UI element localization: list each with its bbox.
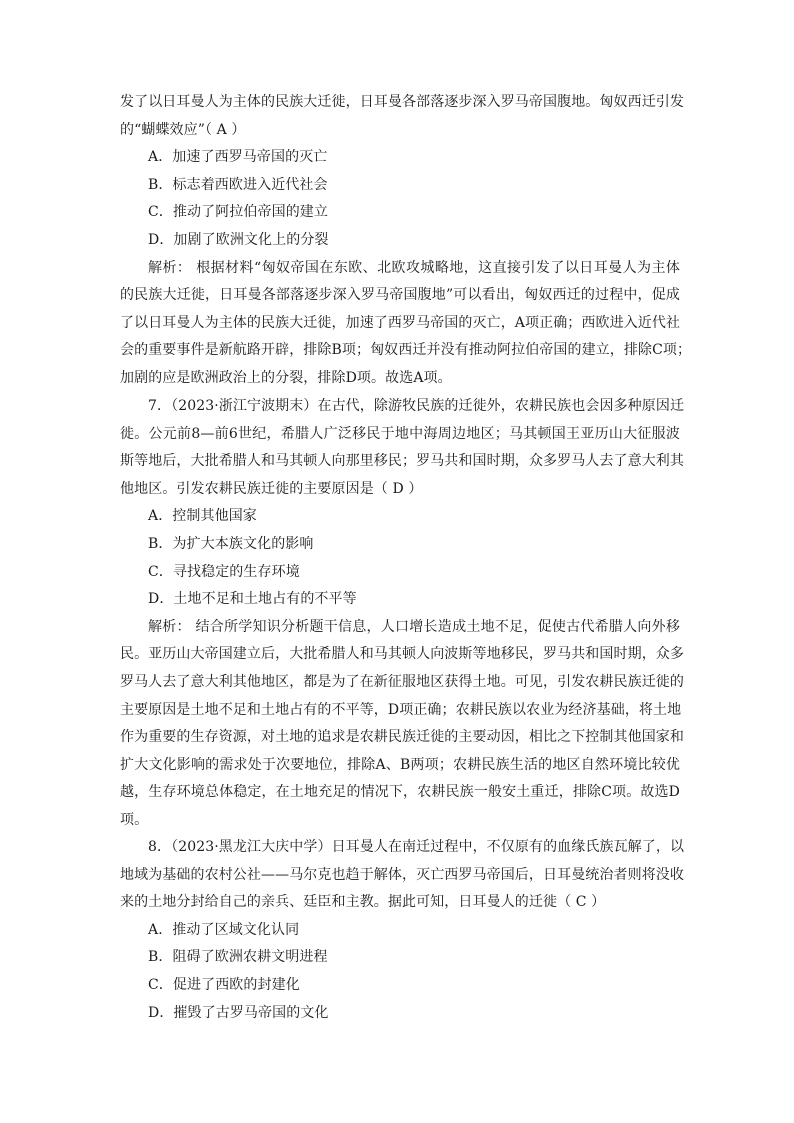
q8-option-d: D．摧毁了古罗马帝国的文化 (148, 1004, 329, 1021)
q7-stem-line: 徙。公元前8—前6世纪，希腊人广泛移民于地中海周边地区；马其顿国王亚历山大征服波 (120, 425, 680, 442)
q7-analysis-line: 越，生存环境总体稳定，在土地充足的情况下，农耕民族一般安土重迁，排除C项。故选D (120, 784, 680, 801)
q6-analysis-line: 加剧的应是欧洲政治上的分裂，排除D项。故选A项。 (120, 369, 452, 386)
q7-analysis-line: 民。亚历山大帝国建立后，大批希腊人和马其顿人向波斯等地移民，罗马共和国时期，众多 (120, 646, 684, 663)
q7-analysis-line: 项。 (120, 811, 149, 828)
q7-stem-line: 他地区。引发农耕民族迁徙的主要原因是（ D ） (120, 480, 423, 497)
q7-option-a: A．控制其他国家 (148, 508, 257, 525)
q6-option-c: C．推动了阿拉伯帝国的建立 (148, 204, 329, 221)
q8-stem-line: 来的土地分封给自己的亲兵、廷臣和主教。据此可知，日耳曼人的迁徙（ C ） (120, 894, 606, 911)
q7-stem-line: 7．（2023·浙江宁波期末）在古代，除游牧民族的迁徙外，农耕民族也会因多种原因迁 (148, 398, 685, 414)
q6-option-b: B．标志着西欧进入近代社会 (148, 176, 328, 193)
q6-option-a: A．加速了西罗马帝国的灭亡 (148, 149, 328, 166)
q6-analysis-line: 的民族大迁徙，日耳曼各部落逐步深入罗马帝国腹地”可以看出，匈奴西迁的过程中，促成 (120, 287, 680, 304)
q7-analysis-line: 主要原因是土地不足和土地占有的不平等，D项正确；农耕民族以农业为经济基础，将土地 (120, 701, 682, 718)
q6-stem-line: 发了以日耳曼人为主体的民族大迁徙，日耳曼各部落逐步深入罗马帝国腹地。匈奴西迁引发 (120, 94, 684, 110)
question-8 (120, 834, 685, 1027)
q7-analysis-line: 罗马人去了意大利其他地区，都是为了在新征服地区获得土地。可见，引发农耕民族迁徙的 (120, 673, 684, 690)
q8-option-a: A．推动了区域文化认同 (148, 921, 300, 938)
q7-option-d: D．土地不足和土地占有的不平等 (148, 591, 357, 608)
question-6 (120, 89, 692, 393)
q6-analysis-line: 会的重要事件是新航路开辟，排除B项；匈奴西迁并没有推动阿拉伯帝国的建立，排除C项； (120, 342, 692, 359)
q7-analysis-line: 解析： 结合所学知识分析题干信息，人口增长造成土地不足，促使古代希腊人向外移 (148, 618, 680, 635)
q7-analysis-line: 扩大文化影响的需求处于次要地位，排除A、B两项；农耕民族生活的地区自然环境比较优 (120, 756, 680, 773)
q6-analysis-line: 了以日耳曼人为主体的民族大迁徙，加速了西罗马帝国的灭亡，A项正确；西欧进入近代社 (120, 314, 681, 331)
q7-stem-line: 斯等地后，大批希腊人和马其顿人向那里移民；罗马共和国时期，众多罗马人去了意大利其 (120, 453, 684, 470)
question-7 (120, 393, 685, 835)
q6-analysis-line: 解析： 根据材料“匈奴帝国在东欧、北欧攻城略地，这直接引发了以日耳曼人为主体 (148, 259, 680, 276)
q6-option-d: D．加剧了欧洲文化上的分裂 (148, 231, 329, 248)
q6-stem-line: 的“蝴蝶效应”（ A ） (120, 121, 246, 138)
q8-stem-line: 地域为基础的农村公社——马尔克也趋于解体，灭亡西罗马帝国后，日耳曼统治者则将没收 (120, 866, 684, 883)
q7-analysis-line: 作为重要的生存资源，对土地的追求是农耕民族迁徙的主要动因，相比之下控制其他国家和 (120, 729, 684, 746)
q8-stem-line: 8．（2023·黑龙江大庆中学）日耳曼人在南迁过程中，不仅原有的血缘氏族瓦解了，以 (148, 839, 685, 855)
q8-option-b: B．阻碍了欧洲农耕文明进程 (148, 949, 328, 966)
q7-option-b: B．为扩大本族文化的影响 (148, 535, 314, 552)
q7-option-c: C．寻找稳定的生存环境 (148, 563, 300, 580)
q8-option-c: C．促进了西欧的封建化 (148, 976, 300, 993)
